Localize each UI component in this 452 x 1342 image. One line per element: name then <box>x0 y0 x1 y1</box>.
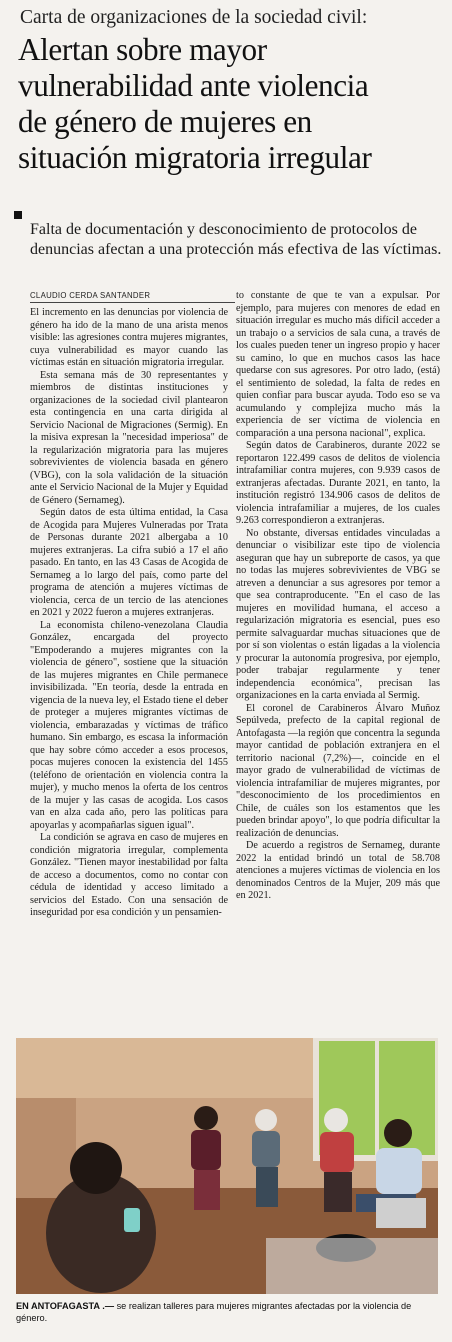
paragraph: La economista chileno-venezolana Claudia González, encargada del proyecto "Empoderando a mujeres migrantes con la violencia de género", sostiene que la situación de las mujeres migrantes en Chile permanece invisibilizada. "En teoría, desde la entrada en vigencia de la nueva ley, el Estado tiene el deber de proteger a mujeres migrantes víctimas de violencia, embarazadas y víctimas de tráfico humano. Sin embargo, es escasa la información que hay sobre cómo acceder a esos procesos, pocas mujeres conocen la existencia del 1455 (teléfono de orientación en violencia contra la mujer), y mucho menos la oferta de los centros de la mujer y las casas de acogida. Los casos van en alza cada año, pero las políticas para apoyarlas y acompañarlas siguen igual". <box>30 619 228 831</box>
paragraph: Esta semana más de 30 representantes y miembros de distintas instituciones y organizaciones de la sociedad civil plantearon esta contingencia en una carta dirigida al Servicio Nacional de Migraciones (Sermig). En la misiva expresan la "necesidad imperiosa" de la regularización migratoria para las mujeres sobrevivientes de violencia basada en género (VBG), con la sola validación de la situación ante el Servicio Nacional de la Mujer y Equidad de Género (Sernameg). <box>30 369 228 506</box>
workshop-photo <box>16 1038 438 1294</box>
caption-text: se realizan talleres para mujeres migrantes afectadas por la violencia de género. <box>16 1301 412 1323</box>
kicker: Carta de organizaciones de la sociedad civil: <box>20 7 368 28</box>
headline-line: de género de mujeres en <box>18 104 312 139</box>
right-column <box>236 290 440 1035</box>
headline-line: vulnerabilidad ante violencia <box>18 68 369 103</box>
photo-caption <box>16 1300 438 1324</box>
paragraph: El coronel de Carabineros Álvaro Muñoz Sepúlveda, prefecto de la capital regional de Antofagasta —la región que concentra la segunda mayor cantidad de población extranjera en el territorio nacional (7,2%)—, coincide en el mayor grado de vulnerabilidad de víctimas de violencia intrafamiliar de mujeres migrantes, por "desconocimiento de los procedimientos en Chile, de cuáles son los estamentos que les pueden brindar apoyo", lo que podría dificultar la realización de denuncias. <box>236 702 440 839</box>
deck: Falta de documentación y desconocimiento de protocolos de denuncias afectan a una protección más efectiva de las víctimas. <box>30 221 442 258</box>
headline <box>18 32 443 176</box>
paragraph: Según datos de esta última entidad, la Casa de Acogida para Mujeres Vulneradas por Trata de Personas durante 2021 albergaba a 10 mujeres extranjeras. La cifra subió a 17 el año pasado. En tanto, en las 43 Casas de Acogida de Sernameg a lo largo del país, como parte del programa de atención a mujeres víctimas de violencia, cerca de un tercio de las atenciones en 2021 y 2022 fueron a mujeres extranjeras. <box>30 507 228 618</box>
deck-bullet <box>14 211 22 219</box>
left-column <box>30 307 228 1027</box>
headline-line: situación migratoria irregular <box>18 140 372 175</box>
headline-line: Alertan sobre mayor <box>18 32 267 67</box>
paragraph: La condición se agrava en caso de mujeres en condición migratoria irregular, complementa González. "Tienen mayor inestabilidad por falta de acceso a documentos, como no contar con cédula de identidad y acceso limitado a servicios del Estado. Con una sensación de inseguridad por esa condición y un pensamien- <box>30 832 228 918</box>
byline: CLAUDIO CERDA SANTANDER <box>30 291 235 303</box>
paragraph: Según datos de Carabineros, durante 2022 se reportaron 122.499 casos de delitos de violencia intrafamiliar contra mujeres, con 9.939 casos de extranjeras afectadas. Durante 2021, en tanto, la institución registró 134.906 casos de delitos de violencia intrafamiliar a mujeres, de los cuales 9.263 correspondieron a extranjeras. <box>236 440 440 526</box>
paragraph: El incremento en las denuncias por violencia de género ha ido de la mano de una arista menos visible: las agresiones contra mujeres migrantes, cuya vulnerabilidad es mayor cuando las víctimas están en situación migratoria irregular. <box>30 307 228 368</box>
paragraph: De acuerdo a registros de Sernameg, durante 2022 la entidad brindó un total de 58.708 atenciones a mujeres víctimas de violencia en los denominados Centros de la Mujer, 209 más que en 2021. <box>236 840 440 901</box>
paragraph: to constante de que te van a expulsar. Por ejemplo, para mujeres con menores de edad en situación irregular es mucho más difícil acceder a un trabajo o a servicios de sala cuna, a través de los cuales pueden tener un ingreso propio y hacer su camino, lo que en muchos casos las hace quedarse con sus agresores. Por otro lado, (está) el sentimiento de soledad, la falta de redes en quien confiar para buscar ayuda. Todo eso se va acumulando y complejiza mucho más la experiencia de ser víctima de violencia en comparación a una persona nacional", explica. <box>236 290 440 439</box>
workshop-photo-illustration <box>16 1038 438 1294</box>
paragraph: No obstante, diversas entidades vinculadas a denunciar o visibilizar este tipo de violencia aseguran que hay un subreporte de casos, ya que no todas las mujeres sobrevivientes de VBG se atreven a denunciar a sus agresores por temor a que sea contraproducente. "En el caso de las mujeres en movilidad humana, el acceso a regularización migratoria es esencial, pues eso permite salvaguardar muchas situaciones que de por sí son violentas o están ligadas a la violencia y procurar la autonomía progresiva, por ejemplo, poder trabajar regularmente y tener independencia económica", precisan las organizaciones en la carta enviada al Sermig. <box>236 527 440 701</box>
caption-lead: EN ANTOFAGASTA .— <box>16 1301 115 1311</box>
